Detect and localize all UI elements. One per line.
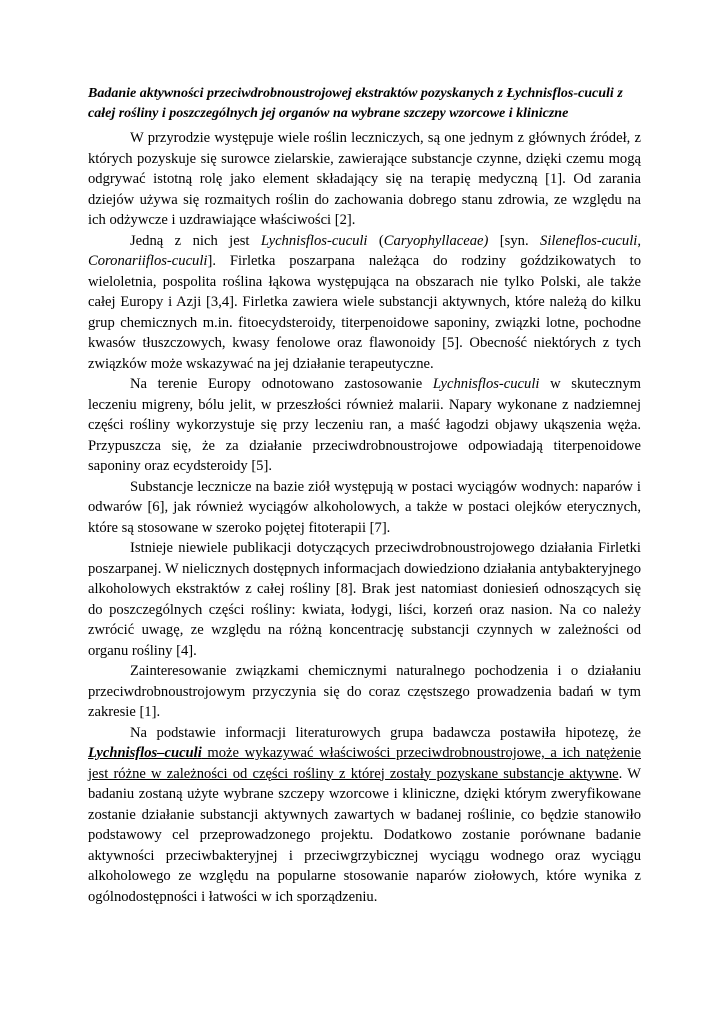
text-run: . W badaniu zostaną użyte wybrane szczepy wzorcowe i kliniczne, dzięki którym zweryfikowane zostanie działanie substancji aktywnych zawartych w badanej roślinie, co będzie stanowiło podstawowy cel przeprowadzonego projektu. Dodatkowo zostanie porównane badanie aktywności przeciwbakteryjnej i przeciwgrzybicznej wyciągu wodnego oraz wyciągu alkoholowego ze względu na popularne stosowanie naparów ziołowych, które wynika z ogólnodostępności i łatwości w ich sporządzeniu. — [88, 765, 641, 905]
family-name: Caryophyllaceae) — [383, 232, 489, 249]
synonym-name: Coronariiflos-cuculi — [88, 253, 208, 269]
species-name: Lychnisflos-cuculi — [432, 376, 540, 392]
hypothesis-highlight — [88, 745, 641, 782]
text-run: w skutecznym leczeniu migreny, bólu jelit, w przeszłości również malarii. Napary wykonane z nadziemnej części rośliny wykorzystuje się przy leczeniu ran, a maść łagodzi objawy ukąszenia węża. Przypuszcza się, że za działanie przeciwdrobnoustrojowe odpowiadają titerpenoidowe saponiny oraz ecydsteroidy [5]. — [88, 376, 641, 474]
text-run: Na podstawie informacji literaturowych grupa badawcza postawiła hipotezę, że — [130, 724, 641, 741]
text-run: Jedną z nich jest — [130, 232, 261, 249]
paragraph-7 — [88, 723, 641, 908]
paragraph-3 — [88, 374, 641, 477]
text-run: ]. Firletka poszarpana należąca do rodziny goździkowatych to wieloletnia, pospolita roślina łąkowa występująca na obszarach nie tylko Polski, ale także całej Europy i Azji [3,4]. Firletka zawiera wiele substancji aktywnych, które należą do kilku grup chemicznych m.in. fitoecydsteroidy, titerpenoidowe saponiny, związki lotne, pochodne kwasów tłuszczowych, kwasy fenolowe oraz flawonoidy [5]. Obecność niektórych z tych związków może wskazywać na jej działanie terapeutyczne. — [88, 253, 641, 372]
paragraph-2 — [88, 231, 641, 375]
text-run: , — [637, 232, 641, 249]
text-run: [syn. — [488, 232, 541, 249]
species-name: Lychnisflos–cuculi — [88, 745, 202, 761]
text-run: ( — [367, 232, 384, 249]
paragraph-4: Substancje lecznicze na bazie ziół występują w postaci wyciągów wodnych: naparów i odwarów [6], jak również wyciągów alkoholowych, a także w postaci olejków eterycznych, które są stosowane w szeroko pojętej fitoterapii [7]. — [88, 478, 641, 536]
hypothesis-text: może wykazywać właściwości przeciwdrobnoustrojowe, a ich natężenie jest różne w zależności od części rośliny z której zostały pozyskane substancje aktywne — [88, 745, 641, 782]
document-body — [88, 84, 641, 907]
paragraph-6: Zainteresowanie związkami chemicznymi naturalnego pochodzenia i o działaniu przeciwdrobnoustrojowym przyczynia się do coraz częstszego prowadzenia badań w tym zakresie [1]. — [88, 663, 641, 720]
species-name: Lychnisflos-cuculi — [260, 232, 368, 249]
paragraph-1: W przyrodzie występuje wiele roślin leczniczych, są one jednym z głównych źródeł, z których pozyskuje się surowce zielarskie, zawierające substancje czynne, dzięki czemu mogą odgrywać istotną rolę jako element składający się na terapię medyczną [1]. Od zarania dziejów używa się rozmaitych roślin do zachowania dobrego stanu zdrowia, ze względu na ich odżywcze i uzdrawiające właściwości [2]. — [88, 130, 641, 228]
synonym-name: Sileneflos-cuculi — [540, 232, 638, 249]
document-title: Badanie aktywności przeciwdrobnoustrojowej ekstraktów pozyskanych z Łychnisflos-cuculi z całej rośliny i poszczególnych jej organów na wybrane szczepy wzorcowe i kliniczne — [88, 86, 623, 121]
paragraph-5: Istnieje niewiele publikacji dotyczących przeciwdrobnoustrojowego działania Firletki poszarpanej. W nielicznych dostępnych informacjach dowiedziono działania antybakteryjnego alkoholowych ekstraktów z całej rośliny [8]. Brak jest natomiast doniesień odnoszących się do poszczególnych części rośliny: kwiata, łodygi, liści, korzeń oraz nasion. Na co należy zwrócić uwagę, ze względu na różną koncentrację substancji czynnych w zależności od organu rośliny [4]. — [88, 540, 641, 659]
text-run: Na terenie Europy odnotowano zastosowanie — [130, 376, 433, 392]
